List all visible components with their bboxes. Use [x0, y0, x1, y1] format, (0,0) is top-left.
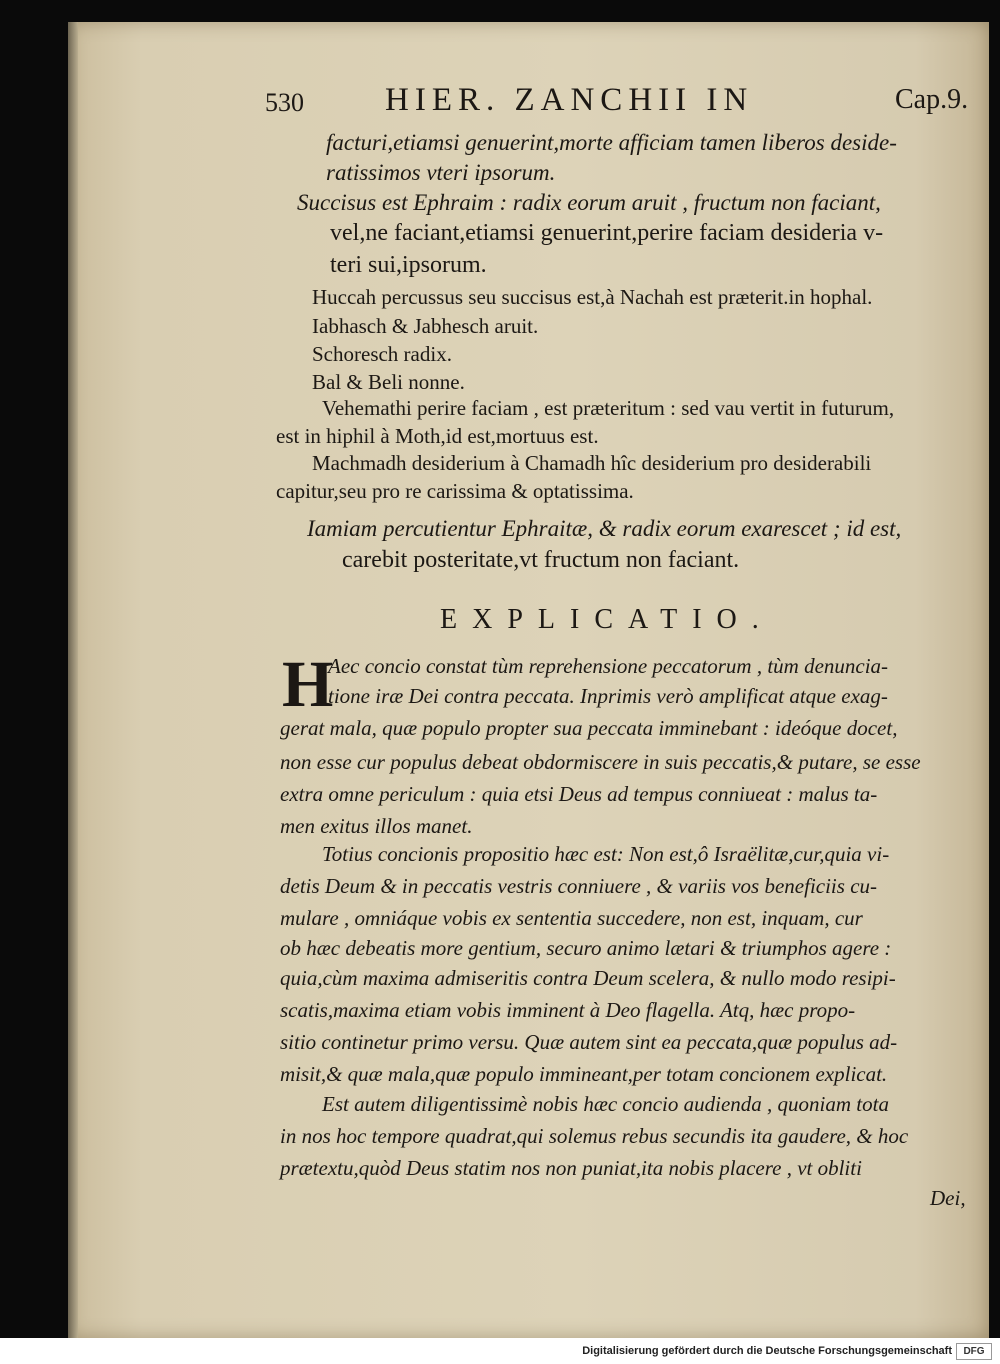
text-line: ratissimos vteri ipsorum.	[326, 160, 556, 185]
body-line: mulare , omniáque vobis ex sententia succedere, non est, inquam, cur	[280, 906, 863, 930]
text-line: capitur,seu pro re carissima & optatissima.	[276, 479, 634, 503]
section-title: EXPLICATIO.	[440, 604, 774, 635]
text-line: Succisus est Ephraim : radix eorum aruit , fructum non faciant,	[297, 190, 881, 215]
text-line: est in hiphil à Moth,id est,mortuus est.	[276, 424, 599, 448]
funding-credit: Digitalisierung gefördert durch die Deutsche Forschungsgemeinschaft	[582, 1345, 952, 1357]
page-number: 530	[265, 88, 304, 117]
body-line: detis Deum & in peccatis vestris conniuere , & variis vos beneficiis cu-	[280, 874, 878, 898]
text-line: Vehemathi perire faciam , est præteritum : sed vau vertit in futurum,	[322, 396, 895, 420]
page-spine-shadow	[68, 22, 78, 1338]
body-line: tione iræ Dei contra peccata. Inprimis verò amplificat atque exag-	[328, 684, 888, 708]
body-line: prætextu,quòd Deus statim nos non puniat,ita nobis placere , vt obliti	[280, 1156, 862, 1180]
text-line: Schoresch radix.	[312, 342, 452, 366]
body-line: sitio continetur primo versu. Quæ autem sint ea peccata,quæ populus ad-	[280, 1030, 898, 1054]
body-line: ob hæc debeatis more gentium, securo animo lætari & triumphos agere :	[280, 936, 892, 960]
running-title: HIER. ZANCHII IN	[385, 82, 754, 118]
body-line: Est autem diligentissimè nobis hæc concio audienda , quoniam tota	[322, 1092, 889, 1116]
text-line: teri sui,ipsorum.	[330, 252, 487, 278]
body-line: scatis,maxima etiam vobis imminent à Deo flagella. Atq, hæc propo-	[280, 998, 856, 1022]
body-line: Totius concionis propositio hæc est: Non est,ô Israëlitæ,cur,quia vi-	[322, 842, 890, 866]
scan-border-right	[989, 22, 1000, 1338]
body-line: quia,cùm maxima admiseritis contra Deum scelera, & nullo modo resipi-	[280, 966, 896, 990]
text-line: Iamiam percutientur Ephraitæ, & radix eorum exarescet ; id est,	[307, 516, 902, 541]
body-line: misit,& quæ mala,quæ populo immineant,per totam concionem explicat.	[280, 1062, 888, 1086]
body-line: in nos hoc tempore quadrat,qui solemus rebus secundis ita gaudere, & hoc	[280, 1124, 909, 1148]
digitization-footer	[0, 1338, 1000, 1364]
text-line: facturi,etiamsi genuerint,morte afficiam tamen liberos deside-	[326, 130, 897, 155]
catchword: Dei,	[930, 1186, 966, 1210]
body-line: extra omne periculum : quia etsi Deus ad tempus conniueat : malus ta-	[280, 782, 878, 806]
dfg-logo: DFG	[956, 1343, 992, 1360]
drop-cap: H	[282, 648, 334, 721]
chapter-label: Cap.9.	[895, 84, 969, 115]
body-line: men exitus illos manet.	[280, 814, 473, 838]
body-line: Aec concio constat tùm reprehensione peccatorum , tùm denuncia-	[328, 654, 889, 678]
text-line: Iabhasch & Jabhesch aruit.	[312, 314, 539, 338]
body-line: non esse cur populus debeat obdormiscere in suis peccatis,& putare, se esse	[280, 750, 921, 774]
text-line: Bal & Beli nonne.	[312, 370, 465, 394]
text-line: Machmadh desiderium à Chamadh hîc desiderium pro desiderabili	[312, 451, 872, 475]
text-line: vel,ne faciant,etiamsi genuerint,perire faciam desideria v-	[330, 220, 884, 246]
body-line: gerat mala, quæ populo propter sua peccata imminebant : ideóque docet,	[280, 716, 898, 740]
text-line: carebit posteritate,vt fructum non faciant.	[342, 547, 740, 573]
text-line: Huccah percussus seu succisus est,à Nachah est præterit.in hophal.	[312, 285, 873, 309]
